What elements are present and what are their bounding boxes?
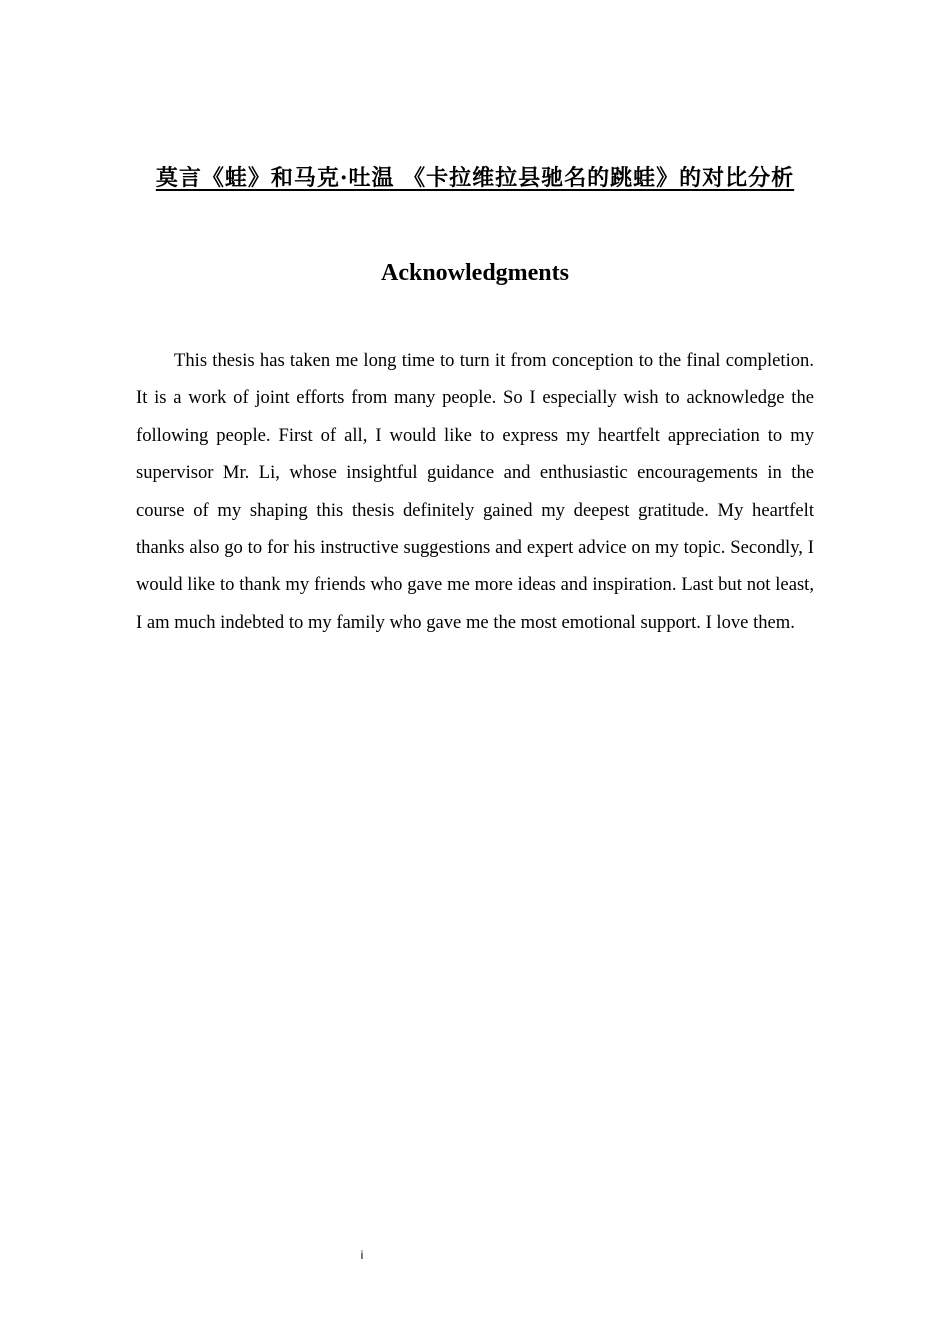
acknowledgments-paragraph: This thesis has taken me long time to turn it from conception to the final completion. It is a work of joint efforts from many people. So I especially wish to acknowledge the following people. First of all, I would like to express my heartfelt appreciation to my supervisor Mr. Li, whose insightful guidance and enthusiastic encouragements in the course of my shaping this thesis definitely gained my deepest gratitude. My heartfelt thanks also go to for his instructive suggestions and expert advice on my topic. Secondly, I would like to thank my friends who gave me more ideas and inspiration. Last but not least, I am much indebted to my family who gave me the most emotional support. I love them. (136, 350, 814, 633)
thesis-title: 莫言《蛙》和马克·吐温 《卡拉维拉县驰名的跳蛙》的对比分析 (155, 165, 795, 191)
page-number: i (360, 1248, 364, 1262)
section-heading: Acknowledgments (380, 260, 569, 286)
